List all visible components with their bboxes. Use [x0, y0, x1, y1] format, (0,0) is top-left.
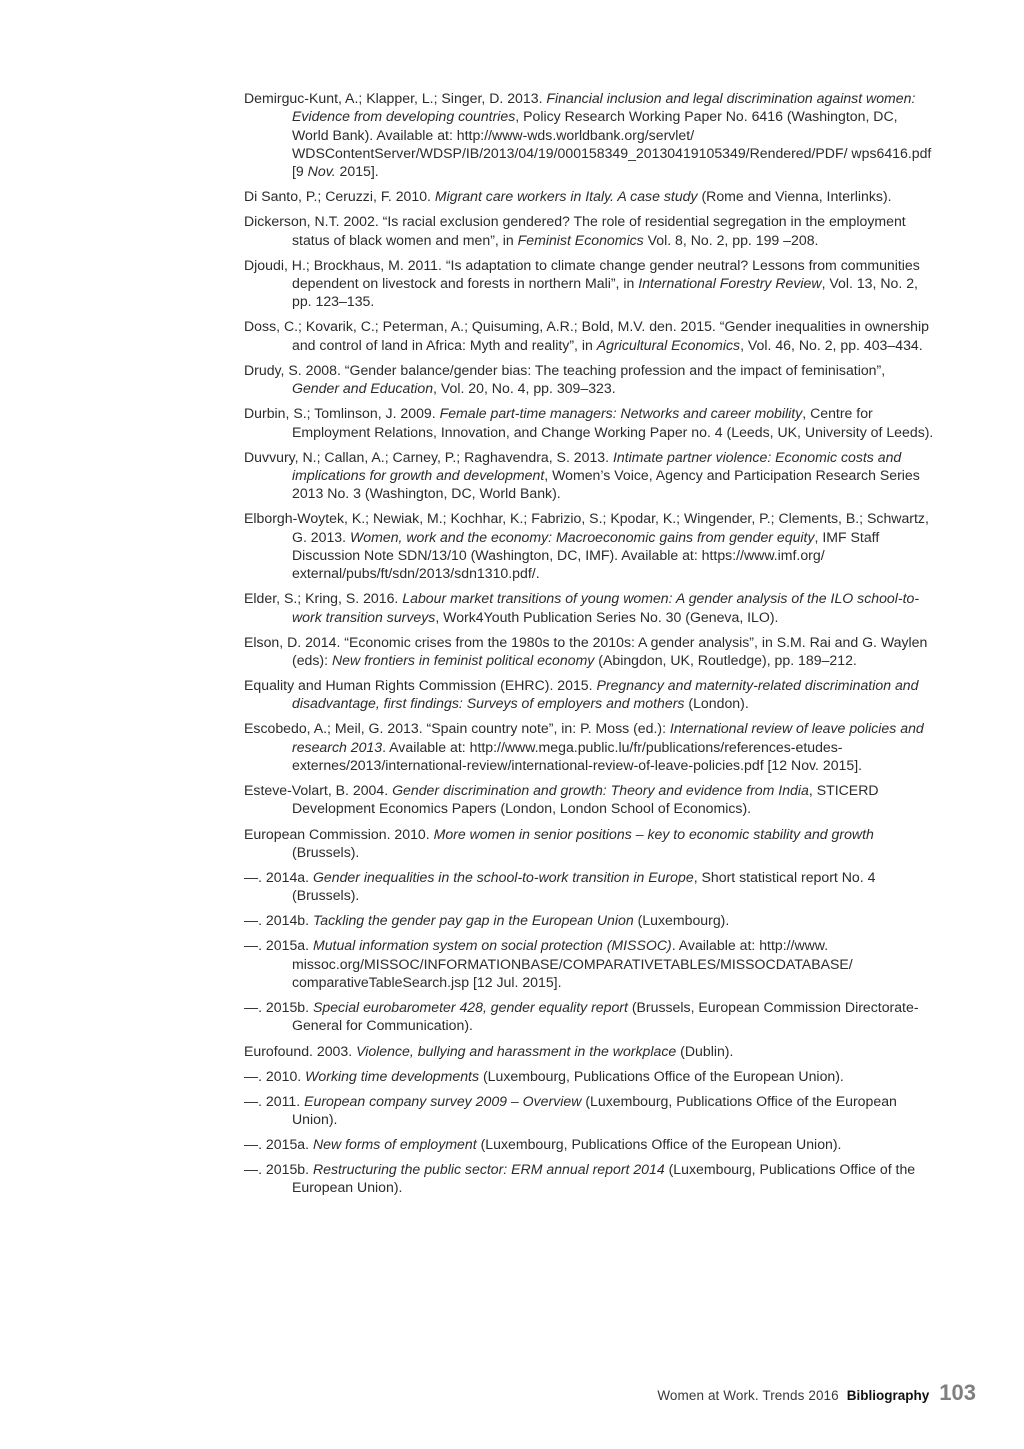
- reference-text: , Vol. 13, No. 2, pp. 123–135.: [292, 275, 918, 310]
- reference-title: Gender discrimination and growth: Theory and evidence from India: [392, 782, 809, 799]
- reference-entry: [244, 1042, 934, 1060]
- reference-entry: [244, 936, 934, 991]
- reference-text: (Luxembourg, Publications Office of the European Union).: [479, 1067, 844, 1084]
- reference-title: Mutual information system on social protection (MISSOC): [312, 937, 672, 954]
- reference-entry: [244, 1135, 934, 1153]
- reference-entry: [244, 676, 934, 713]
- reference-text: Vol. 8, No. 2, pp. 199 –208.: [643, 231, 819, 248]
- reference-text: Djoudi, H.; Brockhaus, M. 2011. “Is adaptation to climate change gender neutral? Lessons from communities dependent on livestock and forests in northern Mali”, in: [244, 256, 920, 292]
- reference-title: Feminist Economics: [517, 231, 644, 248]
- reference-entry: [244, 633, 934, 670]
- page-number: 103: [939, 1380, 976, 1405]
- reference-title: Agricultural Economics: [596, 336, 741, 353]
- reference-title: Gender and Education: [292, 380, 434, 397]
- reference-text: (Abingdon, UK, Routledge), pp. 189–212.: [594, 651, 857, 668]
- reference-entry: [244, 256, 934, 311]
- reference-title: Labour market transitions of young women: A gender analysis of the ILO school-to-work transition surveys: [292, 590, 920, 625]
- reference-text: Esteve-Volart, B. 2004.: [244, 782, 393, 799]
- reference-text: —. 2015a.: [244, 937, 313, 954]
- footer-publication-title: Women at Work. Trends 2016: [657, 1388, 839, 1403]
- reference-entry: [244, 719, 934, 774]
- reference-entry: [244, 1067, 934, 1085]
- reference-text: —. 2011.: [244, 1092, 305, 1109]
- reference-text: . Available at: http://www. missoc.org/MISSOC/INFORMATIONBASE/COMPARATIVETABLES/MISSOCDATABASE/ comparativeTableSearch.jsp [12 Jul. 2015].: [292, 937, 853, 991]
- reference-title: Restructuring the public sector: ERM annual report 2014: [312, 1161, 665, 1178]
- reference-text: Di Santo, P.; Ceruzzi, F. 2010.: [244, 188, 435, 205]
- reference-text: (Luxembourg, Publications Office of the European Union).: [292, 1092, 897, 1127]
- reference-entry: [244, 448, 934, 503]
- reference-text: —. 2015b.: [244, 1161, 313, 1178]
- reference-entry: [244, 89, 934, 180]
- reference-text: , Vol. 46, No. 2, pp. 403–434.: [740, 336, 923, 353]
- reference-text: Elson, D. 2014. “Economic crises from the 1980s to the 2010s: A gender analysis”, in S.M. Rai and G. Waylen (eds):: [244, 633, 928, 668]
- reference-title: Tackling the gender pay gap in the European Union: [312, 912, 634, 929]
- reference-title: European company survey 2009 – Overview: [304, 1092, 582, 1109]
- reference-text: Doss, C.; Kovarik, C.; Peterman, A.; Quisuming, A.R.; Bold, M.V. den. 2015. “Gender inequalities in ownership and control of land in Africa: Myth and reality”, in: [244, 318, 929, 353]
- reference-title: Gender inequalities in the school-to-work transition in Europe: [312, 868, 694, 885]
- reference-title: International Forestry Review: [638, 275, 822, 292]
- reference-text: (Luxembourg, Publications Office of the European Union).: [292, 1161, 916, 1196]
- reference-text: Durbin, S.; Tomlinson, J. 2009.: [244, 405, 440, 422]
- reference-entry: [244, 1092, 934, 1129]
- reference-text: , STICERD Development Economics Papers (London, London School of Economics).: [292, 782, 879, 817]
- reference-text: Dickerson, N.T. 2002. “Is racial exclusion gendered? The role of residential segregation in the employment status of black women and men”, in: [244, 213, 906, 248]
- reference-text: Demirguc-Kunt, A.; Klapper, L.; Singer, D. 2013.: [244, 90, 547, 106]
- reference-entry: [244, 212, 934, 249]
- reference-text: (Brussels, European Commission Directorate-General for Communication).: [292, 999, 919, 1034]
- reference-text: , IMF Staff Discussion Note SDN/13/10 (Washington, DC, IMF). Available at: https://www.imf.org/ external/pubs/ft/sdn/2013/sdn1310.pdf/.: [292, 528, 880, 582]
- reference-title: Female part-time managers: Networks and career mobility: [439, 405, 803, 422]
- reference-text: (Brussels).: [292, 843, 360, 860]
- reference-text: 2015].: [335, 163, 379, 180]
- reference-entry: [244, 404, 934, 441]
- reference-text: . Available at: http://www.mega.public.lu/fr/publications/references-etudes-externes/2013/international-review/international-review-of-leave-policies.pdf [12 Nov. 2015].: [292, 738, 863, 774]
- reference-text: Equality and Human Rights Commission (EHRC). 2015.: [244, 677, 597, 694]
- reference-text: —. 2010.: [244, 1067, 306, 1084]
- reference-entry: [244, 781, 934, 818]
- reference-text: , Short statistical report No. 4 (Brussels).: [292, 868, 876, 904]
- reference-text: (Luxembourg, Publications Office of the European Union).: [476, 1136, 842, 1153]
- reference-entry: [244, 911, 934, 929]
- reference-text: , Work4Youth Publication Series No. 30 (Geneva, ILO).: [435, 608, 779, 625]
- reference-text: (Rome and Vienna, Interlinks).: [697, 188, 892, 205]
- reference-text: (Luxembourg).: [633, 912, 730, 929]
- reference-text: —. 2014a.: [244, 868, 313, 885]
- reference-text: —. 2015b.: [244, 999, 313, 1016]
- reference-entry: [244, 868, 934, 905]
- reference-text: Elder, S.; Kring, S. 2016.: [244, 590, 403, 607]
- page-footer: [657, 1380, 976, 1406]
- reference-text: , Vol. 20, No. 4, pp. 309–323.: [433, 380, 616, 397]
- reference-entry: [244, 998, 934, 1035]
- reference-title: Financial inclusion and legal discrimination against women: Evidence from developing countries: [292, 90, 916, 125]
- reference-entry: [244, 187, 934, 205]
- reference-text: Eurofound. 2003.: [244, 1042, 357, 1059]
- reference-text: —. 2015a.: [244, 1136, 313, 1153]
- reference-text: Duvvury, N.; Callan, A.; Carney, P.; Raghavendra, S. 2013.: [244, 448, 613, 465]
- reference-text: European Commission. 2010.: [244, 825, 434, 842]
- reference-title: Violence, bullying and harassment in the workplace: [356, 1042, 677, 1059]
- reference-title: New frontiers in feminist political economy: [331, 651, 595, 668]
- reference-title: Nov.: [307, 163, 336, 180]
- reference-entry: [244, 509, 934, 582]
- reference-text: Drudy, S. 2008. “Gender balance/gender bias: The teaching profession and the impact of feminisation”,: [244, 361, 886, 378]
- reference-text: , Women’s Voice, Agency and Participation Research Series 2013 No. 3 (Washington, DC, World Bank).: [292, 466, 920, 502]
- footer-section-title: Bibliography: [846, 1388, 930, 1403]
- reference-title: International review of leave policies and research 2013: [292, 720, 924, 755]
- reference-entry: [244, 825, 934, 862]
- reference-title: More women in senior positions – key to economic stability and growth: [433, 825, 874, 842]
- reference-text: , Policy Research Working Paper No. 6416 (Washington, DC, World Bank). Available at: http://www-wds.worldbank.org/servlet/ WDSContentServer/WDSP/IB/2013/04/19/000158349_20130419105349/Rendered/PDF/ wps6416.pdf [9: [292, 108, 932, 180]
- reference-title: Pregnancy and maternity-related discrimination and disadvantage, first findings: Surveys of employers and mothers: [292, 677, 919, 712]
- reference-title: Intimate partner violence: Economic costs and implications for growth and development: [292, 448, 902, 483]
- reference-text: (London).: [684, 695, 749, 712]
- reference-text: Escobedo, A.; Meil, G. 2013. “Spain country note”, in: P. Moss (ed.):: [244, 720, 670, 737]
- reference-text: Elborgh-Woytek, K.; Newiak, M.; Kochhar, K.; Fabrizio, S.; Kpodar, K.; Wingender, P.; Clements, B.; Schwartz, G. 2013.: [244, 510, 929, 545]
- reference-title: Working time developments: [305, 1067, 480, 1084]
- reference-title: Women, work and the economy: Macroeconomic gains from gender equity: [349, 528, 815, 545]
- reference-title: New forms of employment: [312, 1136, 477, 1153]
- reference-entry: [244, 317, 934, 354]
- reference-entry: [244, 589, 934, 626]
- reference-list: [244, 89, 934, 1204]
- reference-text: (Dublin).: [676, 1042, 734, 1059]
- reference-text: —. 2014b.: [244, 912, 313, 929]
- reference-entry: [244, 361, 934, 398]
- reference-title: Migrant care workers in Italy. A case study: [434, 188, 698, 205]
- reference-title: Special eurobarometer 428, gender equality report: [312, 999, 628, 1016]
- reference-entry: [244, 1160, 934, 1197]
- reference-text: , Centre for Employment Relations, Innovation, and Change Working Paper no. 4 (Leeds, UK, University of Leeds).: [292, 405, 934, 440]
